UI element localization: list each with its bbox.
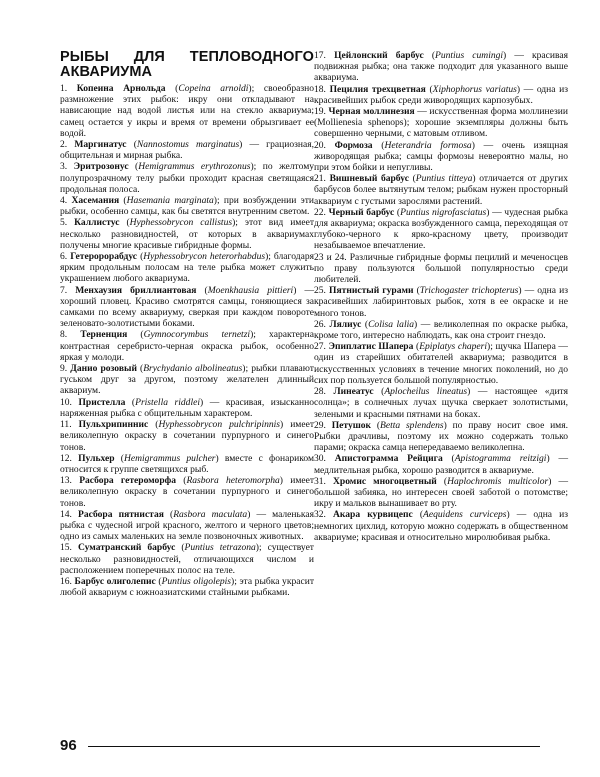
entry-number: 26. (314, 318, 326, 330)
fish-name: Пристелла (78, 396, 126, 408)
latin-name: Pristella riddlei (135, 396, 200, 408)
fish-description: вместе с фонариком относится к группе светящихся рыб. (60, 452, 314, 475)
fish-entry (314, 252, 568, 286)
fish-description: — настоящее «дитя солнца»; в солнечных лучах щучка сверкает золотистыми, зелеными и красными пятнами на боках. (314, 386, 568, 420)
right-entry-list (314, 50, 568, 543)
entry-number: 1. (60, 83, 68, 94)
latin-name: Brychydanio albolineatus (143, 363, 243, 375)
latin-name: Hyphessobrycon callistus (129, 217, 233, 229)
latin-name: Aplocheilus lineatus (384, 386, 468, 398)
fish-name: Барбус олиголепис (74, 575, 156, 587)
latin-name: Xiphophorus variatus (432, 83, 517, 95)
fish-name: Пульхрипиннис (78, 419, 149, 431)
entry-number: 19. (314, 106, 326, 118)
latin-name: Apistogramma reitzigi (454, 453, 547, 465)
fish-entry: 21. Вишневый барбус (Puntius titteya) отличается от других барбусов более вытянутым телом; рыбкам нужен просторный аквариум с густыми зарослями растений. (314, 173, 568, 207)
fish-name: Вишневый барбус (329, 173, 409, 185)
fish-description: — искусственная форма моллинезии (Mollienesia sphenops); хорошие экземпляры должны быть совершенно черными, с матовым отливом. (314, 106, 568, 140)
entry-number: 5. (60, 217, 68, 229)
latin-name: Puntius tetrazona (184, 542, 256, 554)
fish-name: Хасемания (71, 195, 120, 207)
fish-entry (314, 106, 568, 140)
fish-name: Линеатус (333, 386, 374, 398)
fish-description: ; благодаря ярким продольным полосам на теле рыбка может служить украшением любого аквариума. (60, 251, 314, 285)
fish-entry: 2. Маргинатус (Nannostomus marginatus) — грациозная, общительная и мирная рыбка. (60, 139, 314, 162)
fish-description: ; щучка Шапера — один из старейших обитателей аквариума; разводится в искусственных условиях в течение многих поколений, но до сих пор пользуется большой популярностью. (314, 341, 568, 386)
fish-entry: 13. Расбора гетероморфа (Rasbora heteromorpha) имеет великолепную окраску в сочетании пурпурного и синего тонов. (60, 475, 315, 509)
fish-name: Пецилия трехцветная (329, 83, 426, 95)
latin-name: Hasemania marginata (126, 195, 214, 207)
fish-entry: 15. Суматранский барбус (Puntius tetrazona); существует несколько разновидностей, отличающихся числом и расположением поперечных полос на теле. (60, 542, 314, 576)
fish-entry: 30. Апистограмма Рейцига (Apistogramma reitzigi) — медлительная рыбка, хорошо разводится в аквариуме. (314, 453, 568, 476)
fish-name: Лялиус (329, 318, 362, 330)
latin-name: Nannostomus marginatus (136, 139, 240, 151)
fish-name: Черный барбус (328, 206, 395, 218)
latin-name: Hemigrammus pulcher (123, 452, 216, 464)
fish-description: — грациозная, общительная и мирная рыбка. (60, 139, 314, 162)
fish-name: Пульхер (78, 452, 115, 464)
entry-number: 6. (60, 251, 68, 263)
latin-name: Hyphessobrycon pulchripinnis (158, 419, 281, 431)
entry-number: 30. (314, 453, 326, 465)
latin-name: Puntius titteya (415, 173, 473, 185)
fish-entry: 22. Черный барбус (Puntius nigrofasciatus) — чудесная рыбка для аквариума; окраска возбужденного самца, переходящая от глубоко-черного к ярко-красному цвету, производит незабываемое впечатление. (314, 206, 569, 252)
fish-description: ; существует несколько разновидностей, отличающихся числом и расположением поперечных полос на теле. (60, 542, 314, 576)
entry-number: 21. (314, 173, 326, 185)
fish-name: Гетеророрабдус (70, 251, 138, 263)
fish-description: ; рыбки плавают гуськом друг за другом, поэтому желателен длинный аквариум. (60, 363, 314, 397)
entry-number: 10. (60, 396, 72, 408)
fish-entry: 1. Копеина Арнольда (Copeina arnoldi); своеобразно размножение этих рыбок: икру они откладывают на нависающие над водой листья или на стекло аквариума; самец остается у икры и время от времени обрызгивает ее водой. (60, 83, 314, 139)
fish-name: Апистограмма Рейцига (334, 453, 443, 465)
latin-name: Heterandria formosa (384, 139, 472, 151)
fish-description: — медлительная рыбка, хорошо разводится в аквариуме. (314, 453, 568, 476)
left-entry-list (60, 83, 314, 598)
entry-number: 14. (60, 508, 72, 520)
latin-name: Haplochromis multicolor (447, 475, 549, 487)
fish-name: Копеина Арнольда (76, 83, 166, 94)
entry-number: 15. (60, 542, 72, 554)
entry-number: 22. (314, 206, 326, 218)
fish-description: — одна из красивейших лабиринтовых рыбок, хотя в ее окраске и не много тонов. (314, 285, 568, 319)
fish-description: имеет великолепную окраску в сочетании пурпурного и синего тонов. (60, 419, 314, 453)
fish-description: — маленькая рыбка с чудесной игрой красного, желтого и черного цветов; одно из самых маленьких на земле позвоночных животных. (60, 508, 314, 543)
page-number: 96 (60, 737, 77, 754)
fish-entry: 4. Хасемания (Hasemania marginata); при возбуждении эти рыбки, особенно самцы, как бы светятся внутренним светом. (60, 195, 314, 218)
fish-entry: 28. Линеатус (Aplocheilus lineatus) — настоящее «дитя солнца»; в солнечных лучах щучка сверкает золотистыми, зелеными и красными пятнами на боках. (314, 386, 568, 420)
fish-description: ; своеобразно размножение этих рыбок: икру они откладывают на нависающие над водой листья или на стекло аквариума; самец остается у икры и время от времени обрызгивает ее водой. (60, 83, 314, 139)
fish-description: — большой забияка, но интересен своей заботой о потомстве; икру и мальков вынашивает во рту. (314, 475, 568, 510)
fish-entry: 5. Каллистус (Hyphessobrycon callistus); этот вид имеет несколько разновидностей, от которых в аквариумах получены многие красивые гибридные формы. (60, 217, 314, 251)
latin-name: Rasbora maculata (173, 508, 248, 520)
fish-name: Расбора гетероморфа (79, 475, 177, 487)
latin-name: Moenkhausia pittieri (207, 284, 294, 296)
entry-number: 8. (60, 329, 68, 341)
entry-number: 4. (60, 195, 68, 207)
fish-description: ; при возбуждении эти рыбки, особенно самцы, как бы светятся внутренним светом. (60, 195, 314, 218)
latin-name: Gymnocorymbus ternetzi (143, 329, 251, 341)
fish-description: Различные гибридные формы пецилий и меченосцев по праву пользуются большой популярностью среди любителей. (314, 251, 568, 286)
latin-name: Aequidens curviceps (423, 509, 507, 521)
fish-description: ; эта рыбка украсит любой аквариум с южноазиатскими стайными рыбками. (60, 575, 314, 599)
latin-name: Hyphessobrycon heterorhabdus (143, 251, 266, 263)
fish-description: — одна из красивейших рыбок среди живородящих карпозубых. (314, 83, 569, 106)
fish-name: Маргинатус (74, 139, 127, 151)
entry-number: 13. (60, 475, 72, 487)
latin-name: Epiplatys chaperi (419, 341, 488, 353)
fish-name: Хромис многоцветный (333, 475, 437, 487)
entry-number: 9. (60, 363, 68, 375)
latin-name: Betta splendens (380, 419, 444, 431)
section-title: РЫБЫ ДЛЯ ТЕПЛОВОДНОГО АКВАРИУМА (60, 49, 314, 80)
latin-name: Trichogaster trichopterus (419, 285, 519, 297)
latin-name: Copeina arnoldi (178, 83, 249, 94)
entry-number: 23 и 24. (314, 251, 347, 263)
fish-description: отличается от других барбусов более вытянутым телом; рыбкам нужен просторный аквариум с густыми зарослями растений. (314, 173, 568, 207)
footer-rule (88, 746, 540, 747)
fish-name: Эпиплатис Шапера (328, 341, 414, 353)
fish-entry: 7. Менхаузия бриллиантовая (Moenkhausia pittieri) — хороший пловец. Красиво смотрятся самцы, гоняющиеся за самками по всему аквариуму, сверкая при каждом повороте зеленовато-золотистыми боками. (60, 284, 314, 330)
entry-number: 18. (314, 83, 326, 95)
fish-name: Пятнистый гурами (329, 285, 414, 297)
entry-number: 25. (314, 285, 326, 297)
fish-entry: 29. Петушок (Betta splendens) по праву носит свое имя. Рыбки драчливы, поэтому их можно содержать только парами; окраска самца непередаваемо великолепна. (314, 419, 569, 454)
fish-entry: 20. Формоза (Heterandria formosa) — очень изящная живородящая рыбка; самцы формозы невероятно малы, но при этом бойки и непугливы. (314, 139, 568, 174)
right-column (314, 50, 568, 543)
entry-number: 29. (314, 419, 326, 431)
fish-entry: 26. Лялиус (Colisa lalia) — великолепная по окраске рыбка, кроме того, интересно наблюдать, как она строит гнездо. (314, 318, 569, 342)
fish-description: имеет великолепную окраску в сочетании пурпурного и синего тонов. (60, 475, 315, 509)
fish-entry: 31. Хромис многоцветный (Haplochromis multicolor) — большой забияка, но интересен своей заботой о потомстве; икру и мальков вынашивает во рту. (314, 475, 568, 510)
fish-entry: 17. Цейлонский барбус (Puntius cumingi) — красивая подвижная рыбка; она также подходит для указанного выше аквариума. (314, 50, 569, 84)
entry-number: 28. (314, 386, 326, 398)
fish-description: — одна из немногих цихлид, которую можно содержать в общественном аквариуме; красивая и относительно миролюбивая рыбка. (314, 509, 569, 543)
fish-description: — красивая подвижная рыбка; она также подходит для указанного выше аквариума. (314, 50, 569, 84)
fish-name: Менхаузия бриллиантовая (75, 284, 197, 296)
fish-description: — красивая, изысканно наряженная рыбка с общительным характером. (60, 396, 315, 419)
entry-number: 11. (60, 419, 72, 431)
latin-name: Puntius oligolepis (161, 575, 231, 587)
entry-number: 27. (314, 341, 326, 353)
fish-name: Эритрозонус (73, 161, 129, 173)
entry-number: 16. (60, 575, 72, 587)
fish-description: по праву носит свое имя. Рыбки драчливы, поэтому их можно содержать только парами; окраска самца непередаваемо великолепна. (314, 419, 569, 454)
fish-entry: 27. Эпиплатис Шапера (Epiplatys chaperi); щучка Шапера — один из старейших обитателей аквариума; разводится в искусственных условиях в течение многих поколений, но до сих пор пользуется большой популярностью. (314, 341, 568, 386)
fish-entry: 32. Акара курвицепс (Aequidens curviceps) — одна из немногих цихлид, которую можно содержать в общественном аквариуме; красивая и относительно миролюбивая рыбка. (314, 509, 569, 543)
page-footer (60, 737, 540, 755)
fish-name: Каллистус (74, 217, 120, 229)
entry-number: 7. (60, 284, 68, 296)
fish-name: Расбора пятнистая (78, 508, 164, 520)
fish-description: ; этот вид имеет несколько разновидностей, от которых в аквариумах получены многие красивые гибридные формы. (60, 217, 314, 251)
fish-entry: 6. Гетеророрабдус (Hyphessobrycon heterorhabdus); благодаря ярким продольным полосам на теле рыбка может служить украшением любого аквариума. (60, 251, 314, 285)
fish-entry: 8. Терненция (Gymnocorymbus ternetzi); характерна контрастная серебристо-черная окраска рыбок, особенно яркая у молоди. (60, 329, 314, 363)
fish-name: Терненция (80, 329, 128, 341)
entry-number: 3. (60, 161, 68, 173)
fish-name: Данио розовый (70, 363, 137, 375)
fish-entry: 18. Пецилия трехцветная (Xiphophorus variatus) — одна из красивейших рыбок среди живородящих карпозубых. (314, 83, 569, 106)
fish-description: ; характерна контрастная серебристо-черная окраска рыбок, особенно яркая у молоди. (60, 329, 314, 363)
fish-entry: 10. Пристелла (Pristella riddlei) — красивая, изысканно наряженная рыбка с общительным характером. (60, 396, 315, 419)
latin-name: Puntius nigrofasciatus (400, 206, 487, 218)
entry-number: 20. (314, 139, 326, 151)
left-column (60, 50, 314, 598)
latin-name: Hemigrammus erythrozonus (138, 161, 251, 173)
fish-name: Петушок (331, 419, 372, 431)
fish-description: — хороший пловец. Красиво смотрятся самцы, гоняющиеся за самками по всему аквариуму, сверкая при каждом повороте зеленовато-золотистыми боками. (60, 284, 314, 330)
fish-entry: 25. Пятнистый гурами (Trichogaster trichopterus) — одна из красивейших лабиринтовых рыбок, хотя в ее окраске и не много тонов. (314, 285, 568, 319)
fish-description: ; по желтому полупрозрачному телу рыбки проходит красная светящаяся продольная полоса. (60, 161, 315, 195)
latin-name: Colisa lalia (368, 318, 415, 330)
fish-entry: 11. Пульхрипиннис (Hyphessobrycon pulchripinnis) имеет великолепную окраску в сочетании пурпурного и синего тонов. (60, 419, 314, 453)
fish-description: — чудесная рыбка для аквариума; окраска возбужденного самца, переходящая от глубоко-черного к ярко-красному цвету, производит незабываемое впечатление. (314, 206, 569, 252)
fish-name: Акара курвицепс (333, 509, 413, 521)
entry-number: 32. (314, 509, 326, 521)
fish-entry: 3. Эритрозонус (Hemigrammus erythrozonus); по желтому полупрозрачному телу рыбки проходит красная светящаяся продольная полоса. (60, 161, 315, 195)
fish-description: — великолепная по окраске рыбка, кроме того, интересно наблюдать, как она строит гнездо. (314, 318, 569, 342)
fish-name: Суматранский барбус (77, 542, 176, 554)
entry-number: 12. (60, 452, 72, 464)
fish-description: — очень изящная живородящая рыбка; самцы формозы невероятно малы, но при этом бойки и непугливы. (314, 139, 568, 174)
fish-name: Цейлонский барбус (334, 50, 424, 61)
fish-name: Формоза (334, 139, 373, 151)
entry-number: 31. (314, 475, 326, 487)
fish-entry: 12. Пульхер (Hemigrammus pulcher) вместе с фонариком относится к группе светящихся рыб. (60, 452, 314, 475)
entry-number: 17. (314, 50, 326, 61)
latin-name: Puntius cumingi (435, 50, 504, 61)
fish-entry: 9. Данио розовый (Brychydanio albolineatus); рыбки плавают гуськом друг за другом, поэтому желателен длинный аквариум. (60, 363, 314, 397)
entry-number: 2. (60, 139, 68, 151)
latin-name: Rasbora heteromorpha (186, 475, 280, 487)
fish-entry: 16. Барбус олиголепис (Puntius oligolepis); эта рыбка украсит любой аквариум с южноазиатскими стайными рыбками. (60, 575, 314, 599)
fish-entry: 14. Расбора пятнистая (Rasbora maculata) — маленькая рыбка с чудесной игрой красного, желтого и черного цветов; одно из самых маленьких на земле позвоночных животных. (60, 508, 314, 543)
fish-name: Черная моллинезия (328, 106, 415, 118)
